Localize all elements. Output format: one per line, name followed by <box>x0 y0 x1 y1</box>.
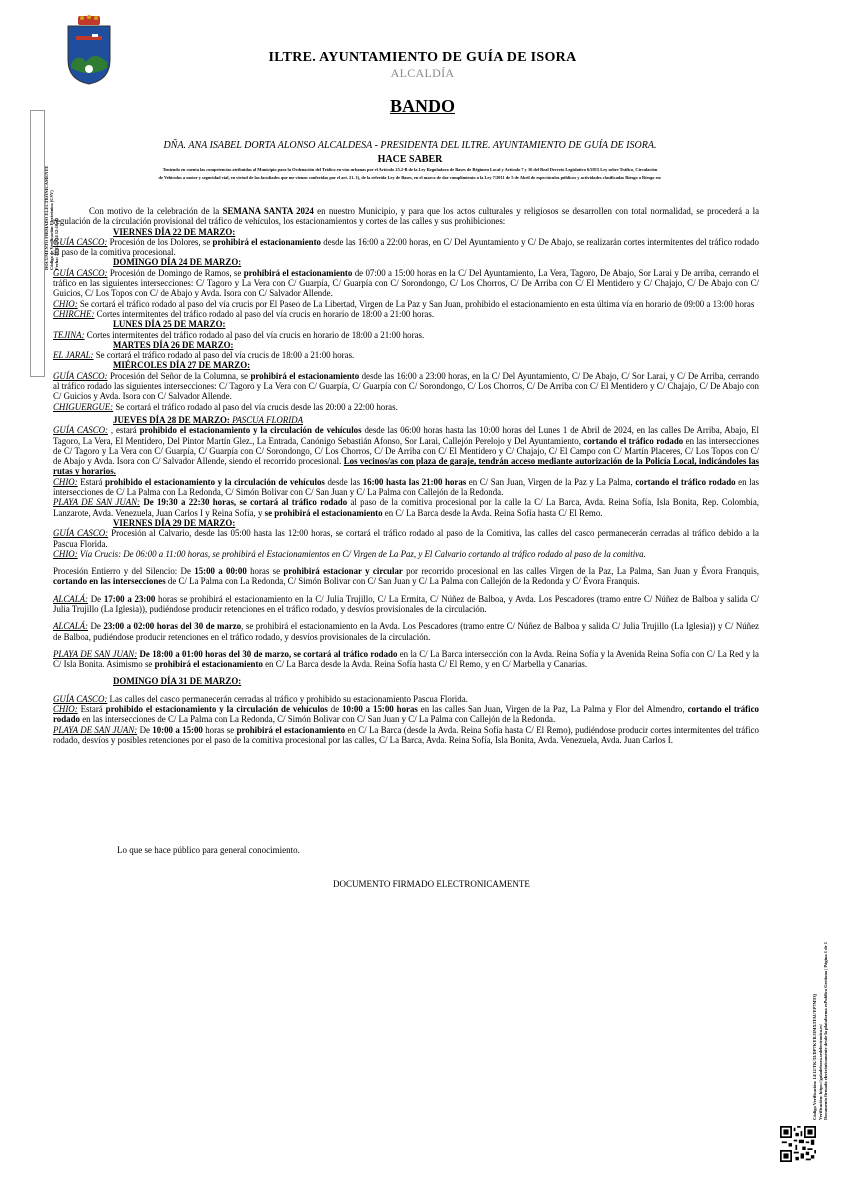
paragraph: CHIGUERGUE: Se cortará el tráfico rodado al paso del vía crucis desde las 20:00 a 22:00 horas. <box>53 401 398 412</box>
signed-notice: DOCUMENTO FIRMADO ELECTRONICAMENTE <box>333 879 530 889</box>
document-title: BANDO <box>389 96 455 116</box>
paragraph: CHIO: Estará prohibido el estacionamiento y la circulación de vehículos desde las 16:00 hasta las 21:00 horas en C/ San Juan, Virgen de la Paz y La Palma, cortando el tráfico rodado en las intersecciones de C/ La Palma con La Redonda, C/ Simón Bolivar con C/ San Juan y C/ La Palma con Callejón de la Redonda. <box>53 476 759 498</box>
paragraph: Procesión Entierro y del Silencio: De 15:00 a 00:00 horas se prohibirá estacionar y circular por recorrido procesional en las calles Virgen de la Paz, La Palma, San Juan y Évora Franquis, cortando en las intersecciones de C/ La Palma con La Redonda, C/ Simón Bolivar con C/ San Juan y C/ La Palma con Callejón de la Redonda y C/ Évora Franquis. <box>53 566 759 587</box>
qr-code-icon <box>780 1126 816 1162</box>
legal-line: Teniendo en cuenta las competencias atribuidas al Municipio para la Ordenación del Tráfico en vías urbanas por el Artículo 25.2-B de la Ley Reguladora de Bases de Régimen Local y Artículo 7 y 16 del Real Decreto Legislativo 6/2015 Ley sobre Tráfico, Circulación <box>162 167 658 172</box>
signature-stamp-text: DOCUMENTO FIRMADO ELECTRÓNICAMENTE Código de Verificación Electrónica (CSV) Fecha: 22/03/2024 12:18:45 <box>44 165 59 270</box>
mayor-line: DÑA. ANA ISABEL DORTA ALONSO ALCALDESA - PRESIDENTA DEL ILTRE. AYUNTAMIENTO DE GUÍA DE ISORA. <box>163 140 657 151</box>
legal-basis <box>70 166 750 182</box>
paragraph: GUÍA CASCO: Procesión al Calvario, desde las 05:00 hasta las 12:00 horas, se cortará el tráfico rodado al paso de la Comitiva, las calles del casco permanecerán cerradas al tráfico debido a la Pascua Florida. <box>53 528 759 549</box>
day-heading-29: VIERNES DÍA 29 DE MARZO: <box>113 517 236 528</box>
paragraph: GUÍA CASCO: Procesión del Señor de la Columna, se prohibirá el estacionamiento desde las 16:00 a 23:00 horas, en la C/ Del Ayuntamiento, C/ De Abajo, C/ Sor Larai, y C/ De Arriba, cerrando al tráfico rodado las siguientes intersecciones: C/ Tagoro y La Vera con C/ Guarpía, C/ Guarpía con C/ Sorondongo, C/ Los Chorros, C/ De Arriba con C/ El Mentidero y C/ Chajajo, C/ De Abajo con C/ Guicios y Avda. Isora con C/ Salvador Allende. <box>53 370 759 402</box>
paragraph: TEJINA: Cortes intermitentes del tráfico rodado al paso del vía crucis en horario de 18:00 a 21:00 horas. <box>53 329 425 340</box>
paragraph: CHIO: Estará prohibido el estacionamiento y la circulación de vehículos de 10:00 a 15:00 horas en las calles San Juan, Virgen de la Paz, La Palma y Flor del Almendro, cortando el tráfico rodado en las intersecciones de C/ La Palma con La Redonda, C/ Simón Bolivar con C/ San Juan y C/ La Palma con Callejón de la Redonda. <box>53 704 759 725</box>
day-heading-28: JUEVES DÍA 28 DE MARZO: PASCUA FLORIDA <box>113 414 304 425</box>
signature-stamp-box <box>30 110 45 377</box>
paragraph: PLAYA DE SAN JUAN: De 19:30 a 22:30 horas, se cortará al tráfico rodado al paso de la comitiva procesional por la calle la C/ La Barca, Avda. Reina Sofía, Isla Bonita, Rep. Colombia, Lanzarote, Avda. Venezuela, Juan Carlos I y Reina Sofía, y se prohibirá el estacionamiento en C/ La Barca desde la Avda. Reina Sofía hasta C/ El Remo. <box>53 497 759 518</box>
paragraph: ALCALÁ: De 23:00 a 02:00 horas del 30 de marzo, se prohibirá el estacionamiento en la Avda. Los Pescadores (tramo entre C/ Núñez de Balboa y salida C/ Julia Trujillo (La Iglesia)) y C/ Núñez de Balboa, pudiéndose producir retenciones en el tráfico rodado, y desvíos provisionales de la circulación. <box>53 621 759 642</box>
day-heading-26: MARTES DÍA 26 DE MARZO: <box>113 339 234 350</box>
coat-of-arms-icon <box>62 14 116 86</box>
legal-line: de Vehículos a motor y seguridad vial, en virtud de las facultades que me vienen conferidas por el art. 21. 1), de la referida Ley de Bases, en el marco de dar cumplimiento a la Ley 7/2011 de 5 de Abril de espectáculos públicos y actividades clasificadas Riesgo a Riesgo en: <box>158 175 662 180</box>
org-name: ILTRE. AYUNTAMIENTO DE GUÍA DE ISORA <box>268 50 577 65</box>
paragraph: ALCALÁ: De 17:00 a 23:00 horas se prohibirá el estacionamiento en la C/ Julia Trujillo, C/ La Ermita, C/ Núñez de Balboa, y Avda. Los Pescadores (tramo entre C/ Núñez de Balboa y salida C/ Julia Trujillo (La Iglesia)), pudiéndose producir retenciones en el tráfico rodado, y desvíos provisionales de la circulación. <box>53 593 759 614</box>
paragraph: CHIO: Vía Crucis: De 06:00 a 11:00 horas, se prohibirá el Estacionamientos en C/ Virgen de La Paz, y El Calvario cortando al tráfico rodado al paso de la comitiva. <box>53 548 646 559</box>
document-body <box>53 206 759 745</box>
paragraph: CHIO: Se cortará el tráfico rodado al paso del vía crucis por El Paseo de La Libertad, Virgen de La Paz y San Juan, prohibido el estacionamiento en esta última vía en horario de 09:00 a 13:00 horas <box>53 298 755 309</box>
paragraph: CHIRCHE: Cortes intermitentes del tráfico rodado al paso del vía crucis en horario de 18:00 a 21:00 horas. <box>53 308 435 319</box>
paragraph: GUÍA CASCO: Procesión de Domingo de Ramos, se prohibirá el estacionamiento de 07:00 a 15:00 horas en la C/ Del Ayuntamiento, La Vera, Tagoro, De Abajo, Sor Larai y De arriba, cerrando el tráfico en las siguientes intersecciones: C/ Tagoro y La Vera con C/ Guarpía, C/ Guarpía con C/ Sorondongo, C/ Los Chorros, C/ De Arriba con C/ El Mentidero y C/ Chajajo, C/ De Abajo con C/ Guicios, C/ Los Topos con C/ de Abajo y Avda. Isora con C/ Salvador Allende. <box>53 267 759 299</box>
day-heading-24: DOMINGO DÍA 24 DE MARZO: <box>113 257 242 268</box>
day-heading-31: DOMINGO DÍA 31 DE MARZO: <box>113 676 242 687</box>
verification-stamp-text: Código Verificación: 14/12/TK/33/DP7KYRJ3MX3TAUYP7MTQ Verificación: https://guiadeisora.sedelectronica.es/ Documento firmado electrónicamente desde la plataforma esPublico Gestiona | Página 1 de 1 <box>812 942 828 1120</box>
paragraph: GUÍA CASCO: Las calles del casco permanecerán cerradas al tráfico y prohibido su estacionamiento Pascua Florida. <box>53 693 468 704</box>
paragraph: GUÍA CASCO: , estará prohibido el estacionamiento y la circulación de vehículos desde las 06:00 horas hasta las 10:00 horas del Lunes 1 de Abril de 2024, en las calles De Arriba, Abajo, El Tagoro, La Vera, El Mentidero, Del Pintor Martín Glez., La Entrada, Canónigo Sebastián Afonso, Sor Larai, Callejón Perelojo y Del Ayuntamiento, cortando el tráfico rodado en las intersecciones de C/ Tagoro y La Vera con C/ Guarpía, C/ Guarpía con C/ Sorondongo, C/ Los Chorros, C/ De Arriba con C/ El Mentidero y C/ Chajajo, C/ El Campo con C/ Martín Placeres, C/ Los Topos con C/ de Abajo y Avda. Isora con C/ Salvador Allende, siendo el recorrido procesional. Los vecinos/as con plaza de garaje, tendrán acceso mediante autorización de la Policía Local, indicándoles las rutas y horarios. <box>53 425 760 477</box>
day-heading-27: MIÉRCOLES DÍA 27 DE MARZO: <box>113 360 251 371</box>
hace-saber-heading: HACE SABER <box>377 154 443 165</box>
paragraph: PLAYA DE SAN JUAN: De 10:00 a 15:00 horas se prohibirá el estacionamiento en C/ La Barca (desde la Avda. Reina Sofía hasta C/ El Remo), pudiéndose producir cortes intermitentes del tráfico rodado, desvíos y posibles retenciones por el paso de la comitiva procesional por las calles, C/ La Barca, Avda. Reina Sofía, Isla Bonita, Avda. Venezuela, Avda. Juan Carlos I. <box>53 724 759 745</box>
paragraph: EL JARAL: Se cortará el tráfico rodado al paso del vía crucis de 18:00 a 21:00 horas. <box>53 350 355 361</box>
org-subtitle: ALCALDÍA <box>390 66 455 80</box>
intro-paragraph: Con motivo de la celebración de la SEMANA SANTA 2024 en nuestro Municipio, y para que los actos culturales y religiosos se desarrollen con total normalidad, se procederá a la regulación de la circulación provisional del tráfico de vehículos, los estacionamientos y cortes de las calles y sus prohibiciones: <box>53 206 760 227</box>
day-heading-25: LUNES DÍA 25 DE MARZO: <box>113 319 226 330</box>
paragraph: GUÍA CASCO: Procesión de los Dolores, se prohibirá el estacionamiento desde las 16:00 a 22:00 horas, en C/ Del Ayuntamiento y C/ De Abajo, se realizarán cortes intermitentes del tráfico rodado al paso de la comitiva procesional. <box>53 236 759 258</box>
paragraph: PLAYA DE SAN JUAN: De 18:00 a 01:00 horas del 30 de marzo, se cortará al tráfico rodado en la C/ La Barca intersección con la Avda. Reina Sofía y la Avenida Reina Sofía con C/ La Red y la C/ Isla Bonita. Asimismo se prohibirá el estacionamiento en C/ La Barca desde la Avda. Reina Sofía hasta C/ El Remo, y en C/ Marbella y Canarias. <box>53 648 759 670</box>
closing-line: Lo que se hace público para general conocimiento. <box>117 845 300 855</box>
day-heading-22: VIERNES DÍA 22 DE MARZO: <box>113 226 236 237</box>
